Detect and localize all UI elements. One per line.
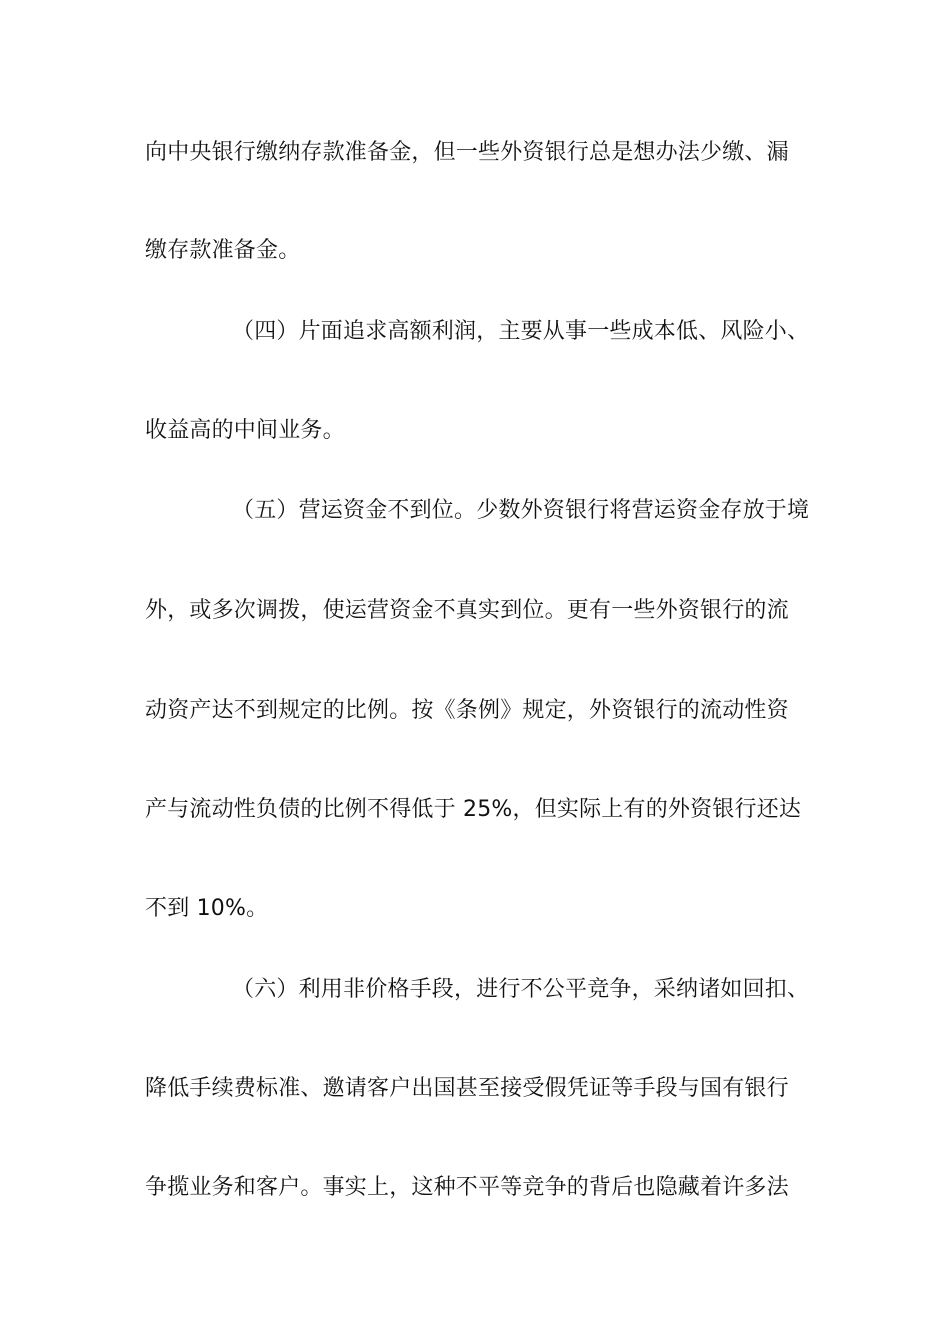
text-line: 产与流动性负债的比例不得低于 25%，但实际上有的外资银行还达 — [145, 797, 802, 822]
text-line: 向中央银行缴纳存款准备金，但一些外资银行总是想办法少缴、漏 — [145, 140, 789, 165]
text-line: 缴存款准备金。 — [145, 238, 301, 263]
text-line: 动资产达不到规定的比例。按《条例》规定，外资银行的流动性资 — [145, 698, 789, 723]
text-line: 收益高的中间业务。 — [145, 418, 345, 443]
paragraph-6-start: （六）利用非价格手段，进行不公平竞争，采纳诸如回扣、 — [232, 977, 810, 1002]
text-line: 不到 10%。 — [145, 896, 269, 921]
paragraph-4-start: （四）片面追求高额利润，主要从事一些成本低、风险小、 — [232, 319, 810, 344]
text-line: 降低手续费标准、邀请客户出国甚至接受假凭证等手段与国有银行 — [145, 1076, 789, 1101]
text-line: 外，或多次调拨，使运营资金不真实到位。更有一些外资银行的流 — [145, 598, 789, 623]
paragraph-5-start: （五）营运资金不到位。少数外资银行将营运资金存放于境 — [232, 498, 810, 523]
text-line: 争揽业务和客户。事实上，这种不平等竞争的背后也隐藏着许多法 — [145, 1175, 789, 1200]
